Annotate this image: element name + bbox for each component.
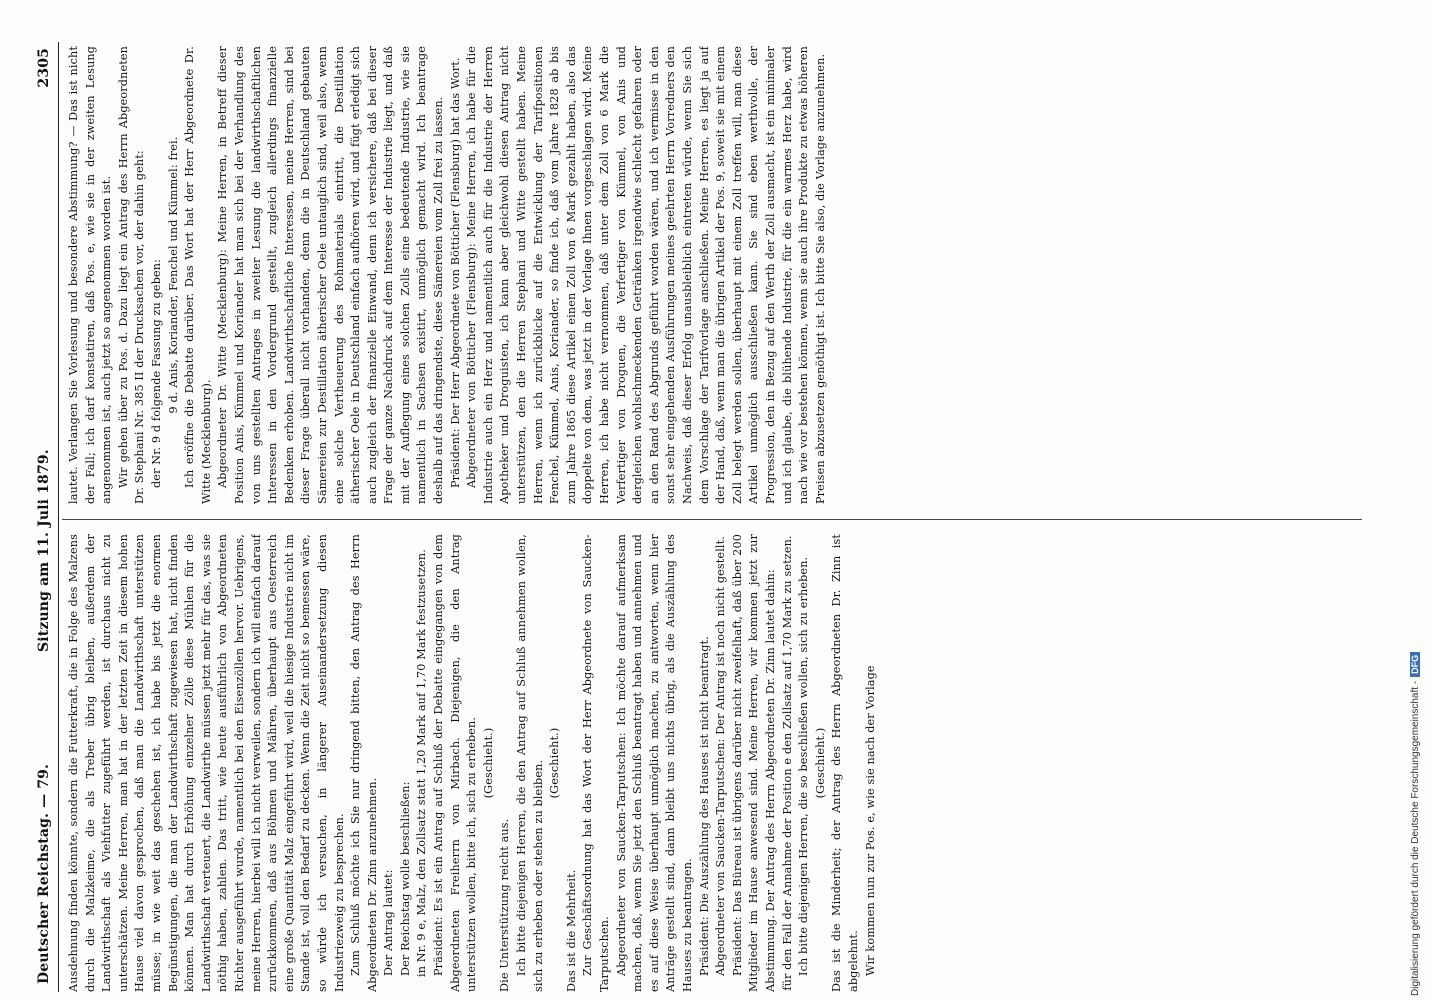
paragraph: Das ist die Minderheit; der Antrag des Herrn Abgeordneten Dr. Zinn ist abgelehnt. (830, 534, 860, 992)
paragraph: Zur Geschäftsordnung hat das Wort der Herr Abgeordnete von Saucken-Tarputschen. (581, 534, 611, 992)
paragraph: Ich bitte diejenigen Herren, die so beschließen wollen, sich zu erheben. (797, 556, 811, 976)
paragraph: (Geschieht.) (548, 727, 562, 799)
left-column (66, 534, 1386, 992)
paragraph: lautet. Verlangen Sie Vorlesung und besondere Abstimmung? — Das ist nicht der Fall; ich darf konstatiren, daß Pos. e, wie sie in der zweiten Lesung angenommen ist, auch jetzt so angenommen worden ist. (67, 46, 114, 504)
rotated-page-content (36, 40, 1406, 1000)
paragraph: (Geschieht.) (813, 727, 827, 799)
paragraph: Abgeordneter von Saucken-Tarputschen: Ich möchte darauf aufmerksam machen, daß, wenn Sie jetzt den Schluß beantragt haben und annehmen und es auf diese Weise überhaupt unmöglich machen, zu antworten, wenn hier Anträge gestellt sind, dann bleibt uns nichts übrig, als die Auszählung des Hauses zu beantragen. (614, 534, 694, 992)
column-divider (62, 519, 1362, 520)
paragraph: Präsident: Die Auszählung des Hauses ist nicht beantragt. (697, 636, 711, 976)
paragraph: Das ist die Mehrheit. (564, 869, 578, 992)
paragraph: Ausdehnung finden könnte, sondern die Futterkraft, die in Folge des Malzens durch die Malzkeime, die als Treber übrig bleiben, außerdem der Landwirthschaft als Viehfutter zugeführt werden, ist durchaus nicht zu unterschätzen. Meine Herren, man hat in der letzten Zeit in diesem hohen Hause viel davon gesprochen, daß man die Landwirthschaft unterstützen müsse; in wie weit das geschehen ist, ich habe bis jetzt die enormen Begünstigungen, die man der Landwirthschaft zugewiesen hat, nicht finden können. Man hat durch Erhöhung einzelner Zölle diese Mühlen für die Landwirthschaft verteuert, die Landwirthe müssen jetzt mehr für das, was sie nöthig haben, zahlen. Das tritt, wie heute ausführlich von Abgeordneten Richter ausgeführt wurde, namentlich bei den Eisenzöllen hervor. Uebrigens, meine Herren, hierbei will ich nicht verweilen, sondern ich will einfach darauf zurückkommen, daß aus Böhmen und Mähren, überhaupt aus Oesterreich eine große Quantität Malz eingeführt wird, weil die hiesige Industrie nicht im Stande ist, voll den Bedarf zu decken. Wenn die Zeit nicht so bemessen wäre, so würde ich versuchen, in längerer Auseinandersetzung diesen Industriezweig zu besprechen. (67, 534, 346, 992)
digitization-footer (1410, 652, 1421, 996)
paragraph: Präsident: Es ist ein Antrag auf Schluß der Debatte eingegangen von dem Abgeordneten Freiherrn von Mirbach. Diejenigen, die den Antrag unterstützen wollen, bitte ich, sich zu erheben. (432, 534, 479, 992)
paragraph: in Nr. 9 e, Malz, den Zollsatz statt 1,20 Mark auf 1,70 Mark festzusetzen. (415, 549, 429, 977)
header-title: Deutscher Reichstag. — 79. (36, 763, 52, 984)
paragraph: Der Antrag lautet: (382, 869, 396, 976)
paragraph: Die Unterstützung reicht aus. (498, 818, 512, 992)
page-number: 2305 (36, 48, 52, 88)
paragraph: Ich bitte diejenigen Herren, die den Antrag auf Schluß annehmen wollen, sich zu erheben oder stehen zu bleiben. (515, 534, 545, 992)
paragraph: für den Fall der Annahme der Position e den Zollsatz auf 1,70 Mark zu setzen. (780, 535, 794, 991)
page-header (36, 42, 59, 992)
paragraph: Abgeordneter Dr. Witte (Mecklenburg): Meine Herren, in Betreff dieser Position Anis, Kümmel und Koriander hat man sich bei der Verhandlung des von uns gestellten Antrages in zweiter Lesung die landwirthschaftlichen Interessen in den Vordergrund gestellt, zugleich allerdings finanzielle Bedenken erhoben. Landwirthschaftliche Interessen, meine Herren, sind bei dieser Frage überall nicht vorhanden, denn die in Deutschland gebauten Sämereien zur Destillation ätherischer Oele untauglich sind, weil also, wenn eine solche Vertheuerung des Rohmaterials eintritt, die Destillation ätherischer Oele in Deutschland einfach aufhören wird, und fügt erledigt sich auch zugleich der finanzielle Einwand, denn ich versichere, daß bei dieser Frage der ganze Nachdruck auf dem Interesse der Industrie liegt, und daß mit der Auflegung eines solchen Zolls eine bedeutende Industrie, wie sie namentlich in Sachsen existirt, unmöglich gemacht wird. Ich beantrage deshalb auf das dringendste, diese Sämereien vom Zoll frei zu lassen. (216, 46, 446, 504)
paragraph: 9 d. Anis, Koriander, Fenchel und Kümmel: frei. (166, 136, 180, 414)
paragraph: Abgeordneter von Saucken-Tarputschen: Der Antrag ist noch nicht gestellt. (714, 535, 728, 976)
paragraph: Abgeordneter von Bötticher (Flensburg): Meine Herren, ich habe für die Industrie auch ein Herz und namentlich auch für die Industrie der Herren Apotheker und Droguisten, ich kann aber gleichwohl diesen Antrag nicht unterstützen, den die Herren Stephani und Witte gestellt haben. Meine Herren, wenn ich zurückblicke auf die Entwicklung der Tarifpositionen Fenchel, Kümmel, Anis, Koriander, so finde ich, daß vom Jahre 1828 ab bis zum Jahre 1865 diese Artikel einen Zoll von 6 Mark gezahlt haben, also das doppelte von dem, was jetzt in der Vorlage Ihnen vorgeschlagen wird. Meine Herren, ich habe nicht vernommen, daß unter dem Zoll von 6 Mark die Verfertiger von Droguen, die Verfertiger von Kümmel, von Anis und dergleichen wohlschmeckenden Getränken irgendwie schlecht gefahren oder an den Rand des Abgrunds geführt worden wären, und ich vermisse in den sonst sehr eingehenden Ausführungen meines geehrten Herrn Vorredners den Nachweis, daß dieser Erfolg unausbleiblich eintreten würde, wenn Sie sich dem Vorschlage der Tarifvorlage anschließen. Meine Herren, es liegt ja auf der Hand, daß, wenn man die übrigen Artikel der Pos. 9, soweit sie mit einem Zoll belegt werden sollen, überhaupt mit einem Zoll treffen will, man diese Artikel unmöglich ausschließen kann. Sie sind eben werthvolle, der Progression, den in Bezug auf den Werth der Zoll ausmacht, ist ein minimaler und ich glaube, die blühende Industrie, für die ein warmes Herz habe, wird nach wie vor bestehen können, wenn sie auch ihre Produkte zu etwas höheren Preisen abzusetzen genöthigt ist. Ich bitte Sie also, die Vorlage anzunehmen. (465, 46, 827, 504)
paragraph: (Geschieht.) (481, 727, 495, 799)
paragraph: Ich eröffne die Debatte darüber. Das Wort hat der Herr Abgeordnete Dr. Witte (Mecklenburg). (183, 46, 213, 504)
paragraph: Präsident: Das Büreau ist übrigens darüber nicht zweifelhaft, daß über 200 Mitglieder im Hause anwesend sind. Meine Herren, wir kommen jetzt zur Abstimmung. Der Antrag des Herrn Abgeordneten Dr. Zinn lautet dahin: (730, 534, 777, 992)
paragraph: Präsident: Der Herr Abgeordnete von Bötticher (Flensburg) hat das Wort. (448, 57, 462, 488)
dfg-badge: DFG (1410, 652, 1420, 677)
footer-text: Digitalisierung gefördert durch die Deutsche Forschungsgemeinschaft - (1410, 680, 1421, 996)
paragraph: Der Reichstag wolle beschließen: (398, 781, 412, 976)
paragraph: Zum Schluß möchte ich Sie nur dringend bitten, den Antrag des Herrn Abgeordneten Dr. Zinn anzunehmen. (349, 534, 379, 992)
paragraph: Wir gehen über zu Pos. d. Dazu liegt ein Antrag des Herrn Abgeordneten Dr. Stephani Nr. 385 II der Drucksachen vor, der dahin geht: (116, 46, 147, 504)
header-session: Sitzung am 11. Juli 1879. (36, 449, 52, 652)
right-column (66, 46, 1386, 504)
paragraph: der Nr. 9 d folgende Fassung zu geben: (149, 258, 163, 488)
paragraph: Wir kommen nun zur Pos. e, wie sie nach der Vorlage (863, 665, 877, 976)
